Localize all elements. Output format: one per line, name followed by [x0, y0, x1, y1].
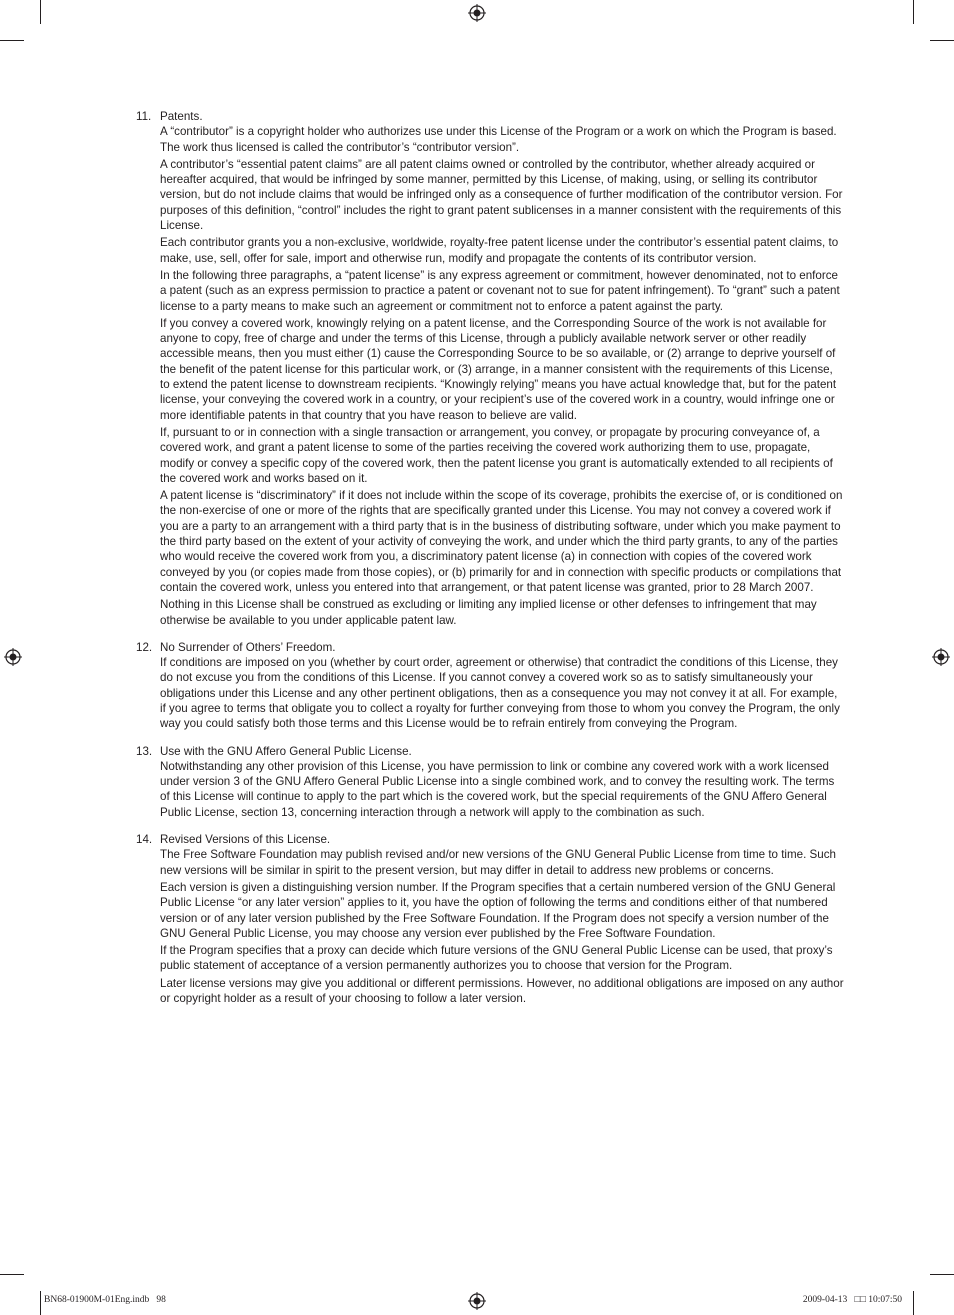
paragraph: If, pursuant to or in connection with a single transaction or arrangement, you convey, or propagate by procuring conveyance of, a covered work, and grant a patent license to some of the parties receiving the covered work authorizing them to use, propagate, modify or convey a specific copy of the covered work, then the patent license you grant is automatically extended to all recipients of the covered work and works based on it. [160, 425, 833, 485]
crop-mark-icon [0, 1274, 24, 1275]
crop-mark-icon [0, 40, 24, 41]
section-number: 12. [136, 640, 153, 654]
paragraph: If you convey a covered work, knowingly relying on a patent license, and the Corresponding Source of the work is not available for anyone to copy, free of charge and under the terms of this License, through a publicly available network server or other readily accessible means, then you must either (1) cause the Corresponding Source to be so available, or (2) arrange to deprive yourself of the benefit of the patent license for this particular work, or (3) arrange, in a manner consistent with the requirements of this License, to extend the patent license to downstream recipients. “Knowingly relying” means you have actual knowledge that, but for the patent license, your conveying the covered work in a country, or your recipient’s use of the covered work in a country, would infringe one or more identifiable patents in that country that you have reason to believe are valid. [160, 316, 837, 422]
section-number: 14. [136, 833, 153, 847]
crop-mark-icon [913, 1291, 914, 1315]
paragraph: Notwithstanding any other provision of this License, you have permission to link or combine any covered work with a work licensed under version 3 of the GNU Affero General Public License into a single combined work, and to convey the resulting work. The terms of this License will continue to apply to the part which is the covered work, but the special requirements of the GNU Affero General Public License, section 13, concerning interaction through a network will apply to the combination as such. [160, 759, 835, 819]
crosshair-registration-icon [932, 648, 950, 666]
section-title: No Surrender of Others’ Freedom. [160, 640, 336, 654]
paragraph: A patent license is “discriminatory” if it does not include within the scope of its coverage, prohibits the exercise of, or is conditioned on the non-exercise of one or more of the rights that are specifically granted under this License. You may not convey a covered work if you are a party to an arrangement with a third party that is in the business of distributing software, under which you make payment to the third party based on the extent of your activity of conveying the work, and under which the third party grants, to any of the parties who would receive the covered work from you, a discriminatory patent license (a) in connection with copies of the covered work conveyed by you (or copies made from those copies), or (b) primarily for and in connection with specific products or compilations that contain the covered work, unless you entered into that arrangement, or that patent license was granted, prior to 28 March 2007. [160, 489, 843, 594]
crop-mark-icon [930, 40, 954, 41]
section-affero [136, 744, 844, 820]
paragraph: A “contributor” is a copyright holder who authorizes use under this License of the Program or a work on which the Program is based. The work thus licensed is called the contributor’s “contributor version”. [160, 125, 837, 154]
paragraph: Later license versions may give you additional or different permissions. However, no additional obligations are imposed on any author or copyright holder as a result of your choosing to follow a later version. [160, 976, 844, 1006]
paragraph: In the following three paragraphs, a “patent license” is any express agreement or commitment, however denominated, not to enforce a patent (such as an express permission to practice a patent or covenant not to sue for patent infringement). To “grant” such a patent license to a party means to make such an agreement or commitment not to enforce a patent against the party. [160, 268, 840, 313]
section-number: 13. [136, 744, 153, 758]
crosshair-registration-icon [4, 648, 22, 666]
section-title: Patents. [160, 110, 203, 123]
paragraph: A contributor’s “essential patent claims” are all patent claims owned or controlled by the contributor, whether already acquired or hereafter acquired, that would be infringed by some manner, permitted by this License, of making, using, or selling its contributor version, but do not include claims that would be infringed only as a consequence of further modification of the contributor version. For purposes of this definition, “control” includes the right to grant patent sublicenses in a manner consistent with the requirements of this License. [160, 157, 843, 233]
paragraph: If conditions are imposed on you (whether by court order, agreement or otherwise) that contradict the conditions of this License, they do not excuse you from the conditions of this License. If you cannot convey a covered work so as to satisfy simultaneously your obligations under this License and any other pertinent obligations, then as a consequence you may not convey it at all. For example, if you agree to terms that obligate you to collect a royalty for further conveying from those to whom you convey the Program, the only way you could satisfy both those terms and this License would be to refrain entirely from conveying the Program. [160, 656, 840, 731]
paragraph: If the Program specifies that a proxy can decide which future versions of the GNU General Public License can be used, that proxy’s public statement of acceptance of a version permanently authorizes you to choose that version for the Program. [160, 944, 833, 973]
crosshair-registration-icon [468, 4, 486, 22]
footer-file-info: BN68-01900M-01Eng.indb 98 [44, 1295, 166, 1305]
section-no-surrender [136, 640, 844, 732]
section-title: Use with the GNU Affero General Public License. [160, 744, 412, 758]
section-number: 11. [136, 110, 152, 123]
crosshair-registration-icon [468, 1292, 486, 1310]
paragraph: Nothing in this License shall be construed as excluding or limiting any implied license or other defenses to infringement that may otherwise be available to you under applicable patent law. [160, 598, 817, 627]
crop-mark-icon [40, 1291, 41, 1315]
license-text-body [136, 109, 844, 1018]
section-patents [136, 109, 844, 628]
section-revised-versions [136, 832, 844, 1006]
paragraph: Each version is given a distinguishing version number. If the Program specifies that a certain numbered version of the GNU General Public License “or any later version” applies to it, you have the option of following the terms and conditions either of that numbered version or of any later version published by the Free Software Foundation. If the Program does not specify a version number of the GNU General Public License, you may choose any version ever published by the Free Software Foundation. [160, 880, 836, 940]
paragraph: The Free Software Foundation may publish revised and/or new versions of the GNU General Public License from time to time. Such new versions will be similar in spirit to the present version, but may differ in detail to address new problems or concerns. [160, 848, 836, 877]
crop-mark-icon [913, 0, 914, 24]
paragraph: Each contributor grants you a non-exclusive, worldwide, royalty-free patent license under the contributor’s essential patent claims, to make, use, sell, offer for sale, import and otherwise run, modify and propagate the contents of its contributor version. [160, 236, 839, 265]
crop-mark-icon [40, 0, 41, 24]
footer-timestamp: 2009-04-13 □□ 10:07:50 [802, 1295, 902, 1305]
section-title: Revised Versions of this License. [160, 833, 331, 847]
crop-mark-icon [930, 1274, 954, 1275]
